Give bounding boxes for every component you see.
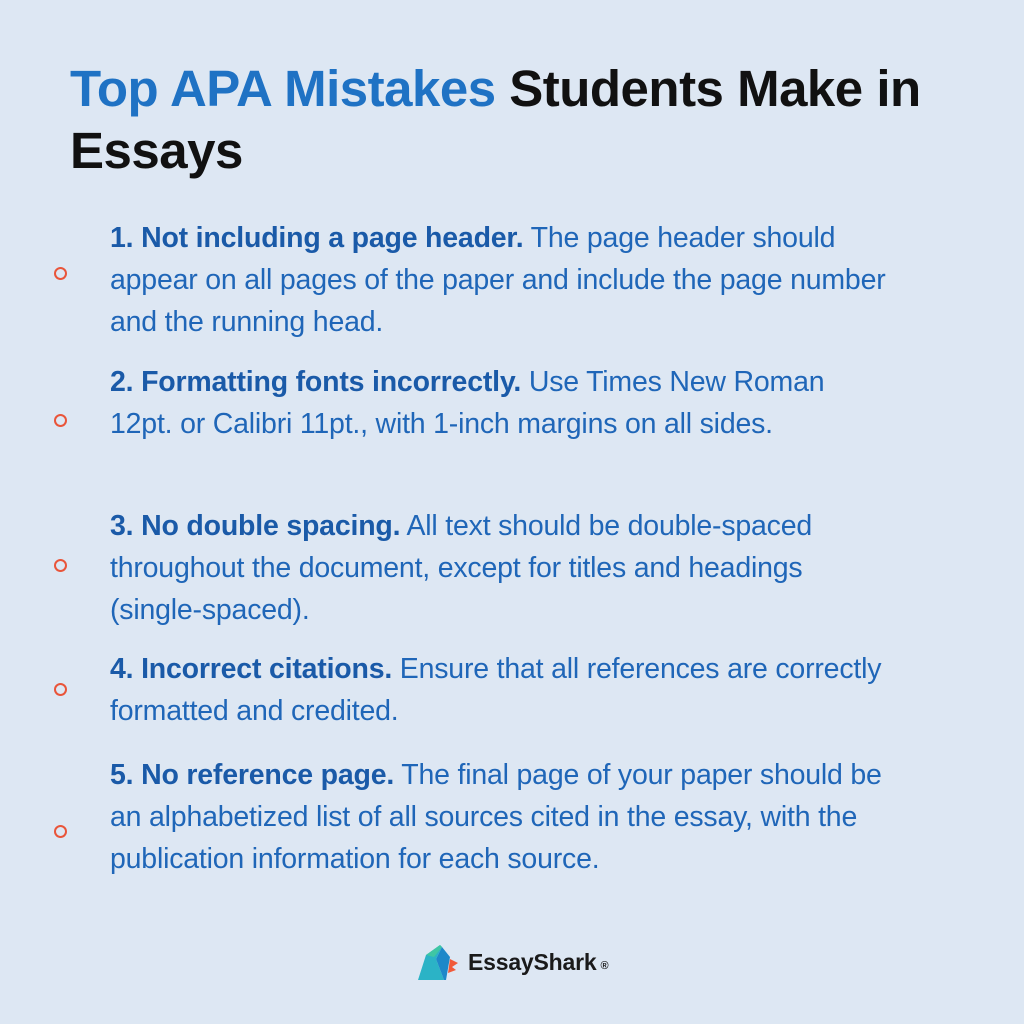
item-lead: 2. Formatting fonts incorrectly. [110, 366, 522, 398]
bullet-icon [54, 267, 67, 280]
registered-mark: ® [600, 960, 609, 972]
essayshark-logo [416, 942, 609, 982]
bullet-icon [54, 559, 67, 572]
bullet-icon [54, 825, 67, 838]
list-item [110, 361, 890, 445]
item-text: The page header should appear on all pages of the paper and include the page number and the running head. [110, 222, 886, 338]
list-item [110, 754, 890, 880]
item-text: All text should be double-spaced throughout the document, except for titles and headings (single-spaced). [110, 510, 813, 626]
logo-wordmark: EssayShark [468, 948, 597, 975]
bullet-icon [54, 683, 67, 696]
item-text: Ensure that all references are correctly formatted and credited. [110, 653, 882, 727]
item-lead: 3. No double spacing. [110, 510, 401, 542]
list-item [110, 217, 890, 343]
bullet-icon [54, 414, 67, 427]
item-lead: 1. Not including a page header. [110, 222, 524, 254]
item-lead: 4. Incorrect citations. [110, 653, 393, 685]
item-lead: 5. No reference page. [110, 759, 395, 791]
item-text: The final page of your paper should be an alphabetized list of all sources cited in the essay, with the publication information for each source. [110, 759, 882, 875]
list-item [110, 505, 890, 631]
title-accent: Top APA Mistakes [70, 60, 496, 117]
list-item [110, 648, 890, 732]
shark-fin-logo-icon [416, 943, 460, 981]
title-rest: Students Make in Essays [70, 60, 921, 179]
item-text: Use Times New Roman 12pt. or Calibri 11pt., with 1-inch margins on all sides. [110, 366, 825, 440]
